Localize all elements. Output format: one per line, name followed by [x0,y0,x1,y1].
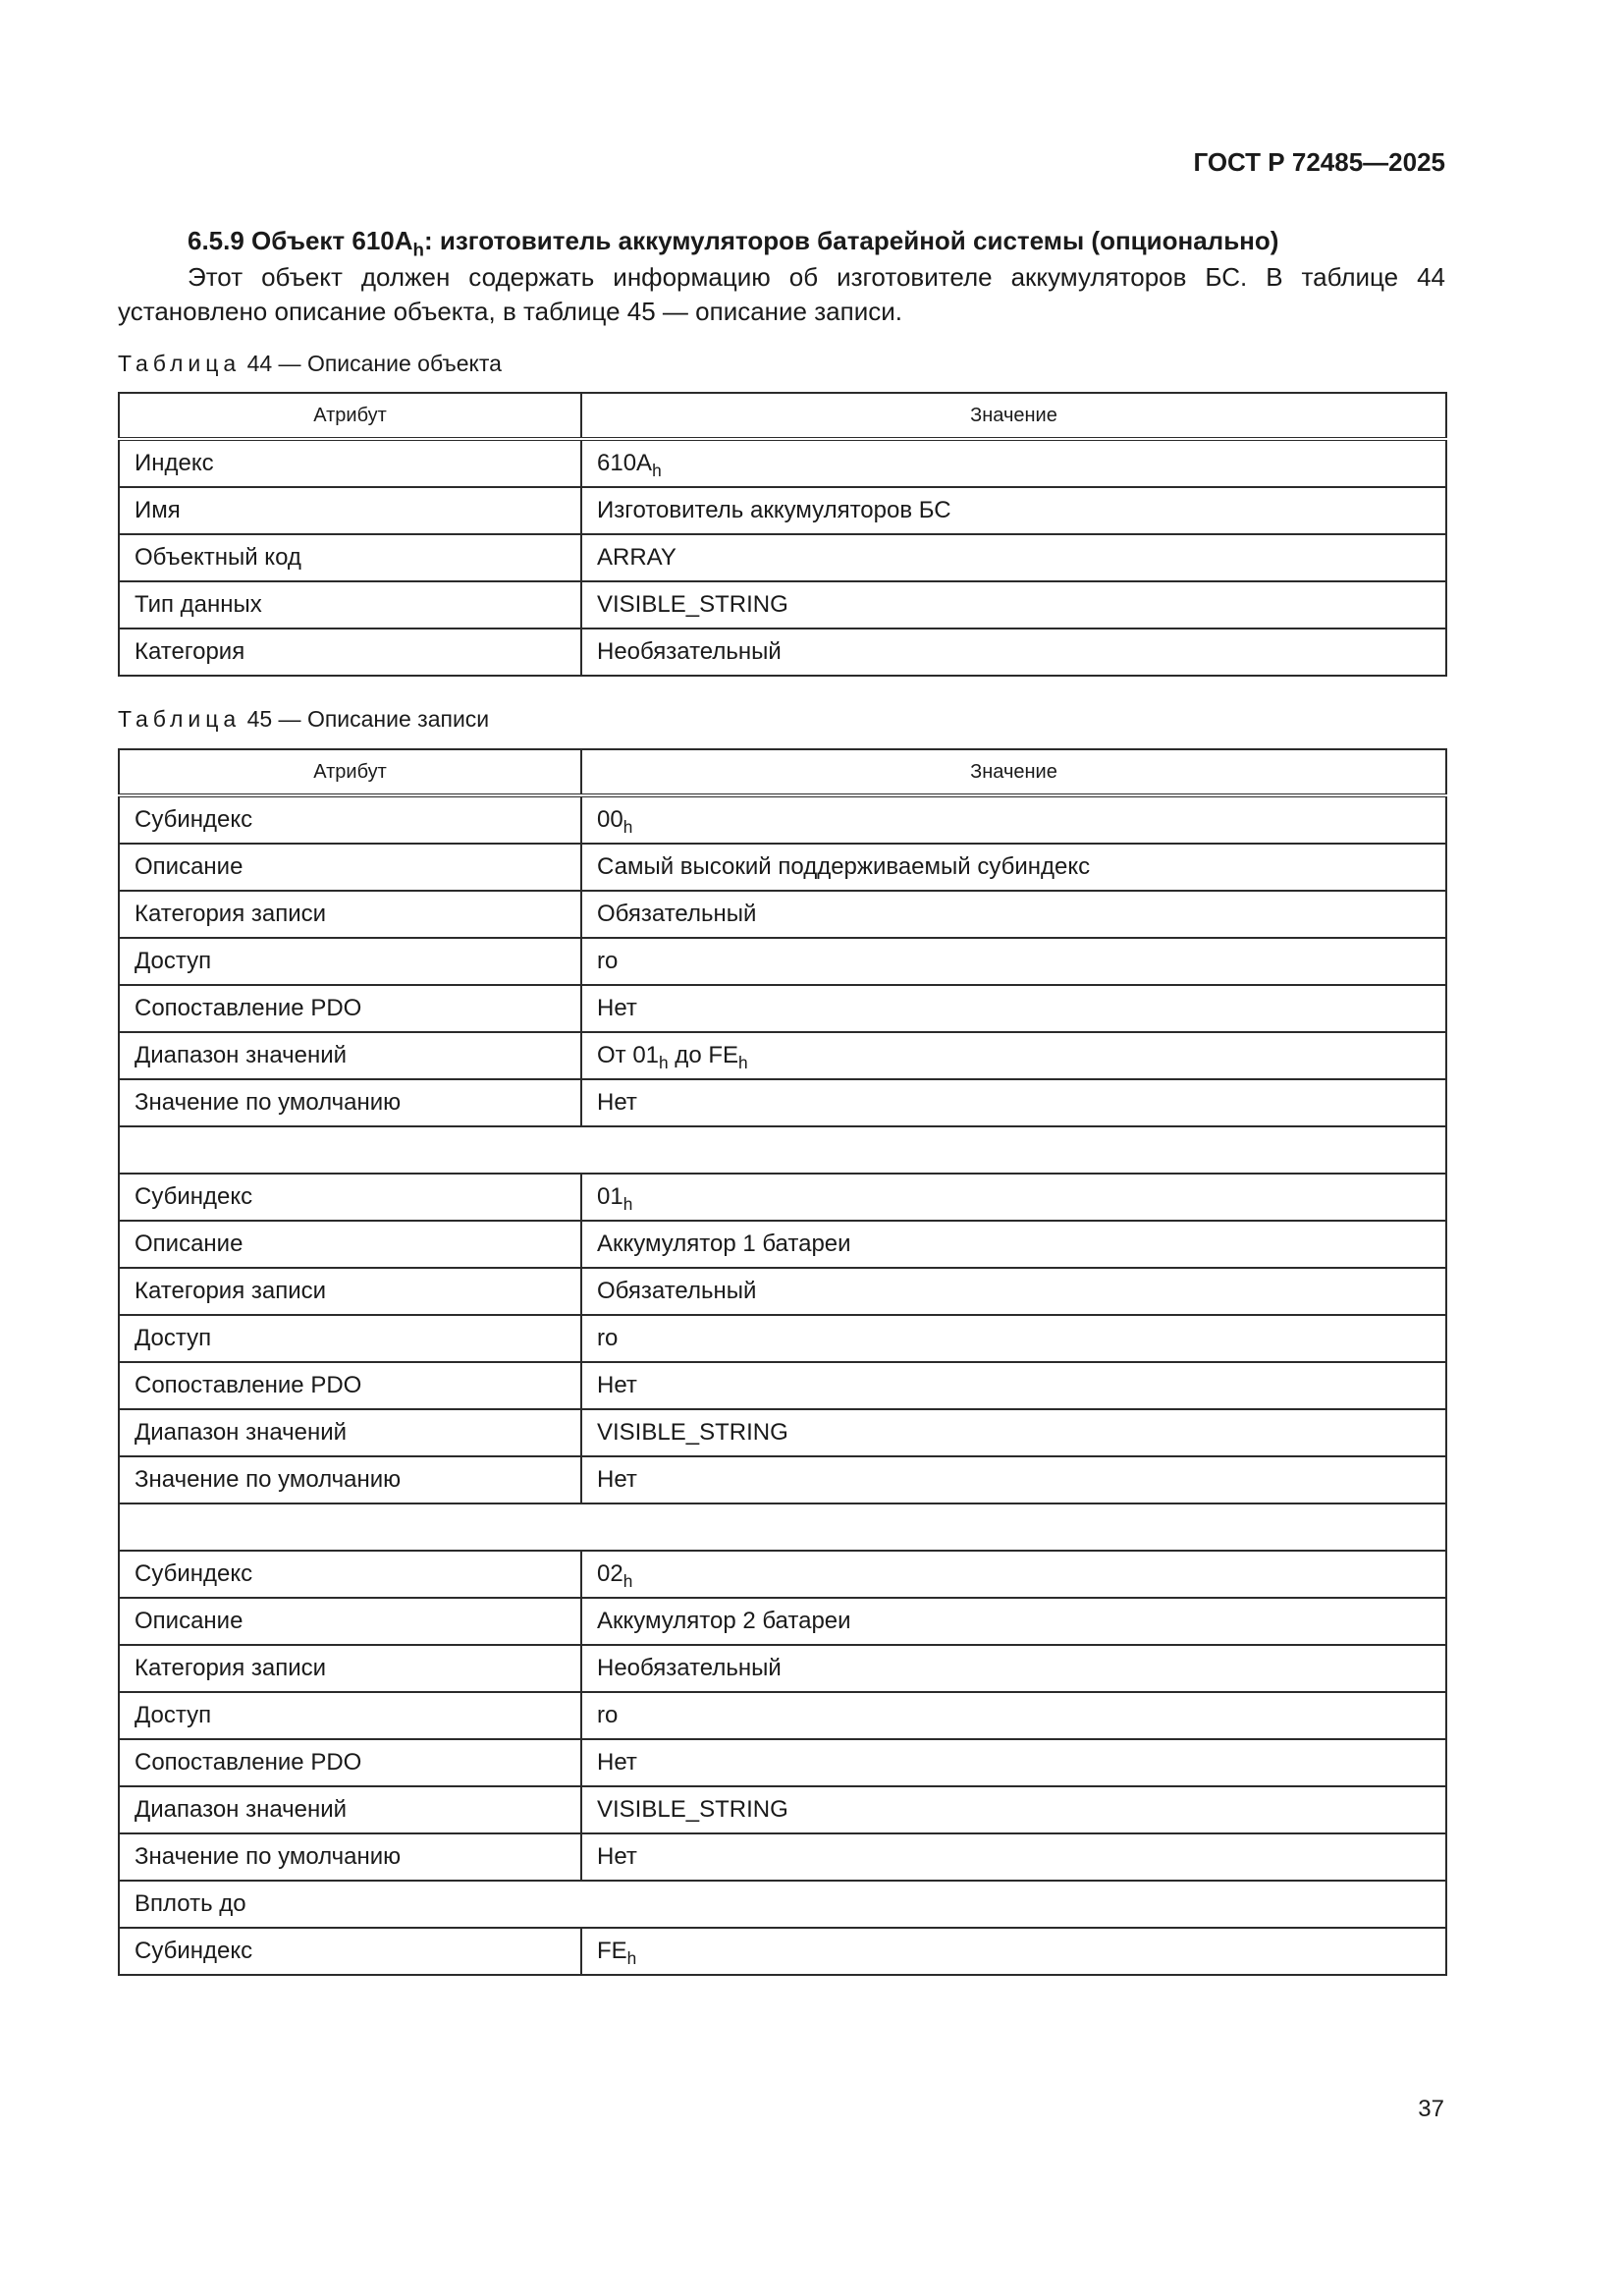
table-row [119,1079,1446,1126]
value-text: 01 [597,1183,623,1210]
attribute-cell: Значение по умолчанию [119,1833,581,1881]
value-text: FE [597,1938,627,1964]
heading-suffix: : изготовитель аккумуляторов батарейной системы (опционально) [423,226,1279,255]
value-cell [581,1551,1446,1598]
attribute-cell: Объектный код [119,534,581,581]
caption-word: Таблица [118,706,242,732]
table-row [119,1645,1446,1692]
table-row [119,1362,1446,1409]
table-row [119,1503,1446,1551]
value-text: Необязательный [597,1655,782,1681]
empty-row-cell [119,1126,1446,1174]
value-cell [581,1833,1446,1881]
table-row [119,629,1446,676]
standard-code: ГОСТ Р 72485—2025 [1193,147,1445,177]
value-cell [581,1786,1446,1833]
value-text: Нет [597,995,637,1021]
table-row [119,891,1446,938]
table-row [119,1315,1446,1362]
value-text: 00 [597,806,623,833]
table-row [119,1174,1446,1221]
table-row [119,1551,1446,1598]
value-cell [581,581,1446,629]
column-header-value: Значение [581,749,1446,795]
paragraph-line-1: Этот объект должен содержать информацию об изготовителе аккумуляторов БС. В таблице 44 [188,262,1445,292]
table-row [119,487,1446,534]
value-text: ro [597,948,619,974]
caption-rest: 44 — Описание объекта [241,351,502,376]
value-cell [581,1598,1446,1645]
value-text: Нет [597,1372,637,1398]
attribute-cell: Субиндекс [119,1174,581,1221]
value-text: Обязательный [597,901,757,927]
caption-word: Таблица [118,351,242,376]
column-header-value: Значение [581,393,1446,439]
value-text: Изготовитель аккумуляторов БС [597,497,951,523]
value-cell [581,1268,1446,1315]
value-text: ARRAY [597,544,676,571]
value-cell [581,1032,1446,1079]
value-cell [581,844,1446,891]
spanning-cell: Вплоть до [119,1881,1446,1928]
attribute-cell: Значение по умолчанию [119,1456,581,1503]
value-text: до FE [668,1042,738,1068]
table-row [119,1221,1446,1268]
value-cell [581,1362,1446,1409]
value-cell [581,1079,1446,1126]
column-header-attribute: Атрибут [119,393,581,439]
value-text: 610A [597,450,653,476]
attribute-cell: Тип данных [119,581,581,629]
value-text: Нет [597,1843,637,1870]
attribute-cell: Доступ [119,1692,581,1739]
value-cell [581,1739,1446,1786]
value-cell [581,1174,1446,1221]
attribute-cell: Категория записи [119,1268,581,1315]
value-subscript: h [738,1053,748,1073]
caption-rest: 45 — Описание записи [241,706,490,732]
value-text: Нет [597,1749,637,1776]
table-row [119,1928,1446,1975]
value-cell [581,1315,1446,1362]
table-row [119,439,1446,487]
table-header-row [119,393,1446,439]
attribute-cell: Описание [119,844,581,891]
section-heading [188,226,1444,260]
table-row [119,844,1446,891]
attribute-cell: Доступ [119,1315,581,1362]
value-cell [581,1409,1446,1456]
table-row [119,534,1446,581]
attribute-cell: Диапазон значений [119,1032,581,1079]
table-row [119,1268,1446,1315]
value-cell [581,1221,1446,1268]
table-row [119,938,1446,985]
paragraph-line-2: установлено описание объекта, в таблице 45 — описание записи. [118,297,902,326]
value-text: Аккумулятор 1 батареи [597,1230,851,1257]
value-cell [581,1645,1446,1692]
value-cell [581,795,1446,844]
attribute-cell: Сопоставление PDO [119,985,581,1032]
attribute-cell: Имя [119,487,581,534]
value-text: Аккумулятор 2 батареи [597,1608,851,1634]
value-text: Обязательный [597,1278,757,1304]
value-text: Необязательный [597,638,782,665]
value-cell [581,985,1446,1032]
attribute-cell: Доступ [119,938,581,985]
table-45-body [119,795,1446,1975]
value-cell [581,1456,1446,1503]
value-text: 02 [597,1560,623,1587]
table-row [119,795,1446,844]
table-45-caption [118,706,489,733]
table-row [119,581,1446,629]
table-row [119,1786,1446,1833]
table-44-caption [118,351,502,377]
value-text: Самый высокий поддерживаемый субиндекс [597,853,1091,880]
section-paragraph [118,260,1445,329]
table-44 [118,392,1447,677]
value-subscript: h [626,1948,637,1969]
attribute-cell: Диапазон значений [119,1786,581,1833]
heading-prefix: 6.5.9 Объект 610A [188,226,413,255]
attribute-cell: Описание [119,1598,581,1645]
value-text: ro [597,1325,619,1351]
column-header-attribute: Атрибут [119,749,581,795]
table-row [119,1409,1446,1456]
attribute-cell: Категория записи [119,1645,581,1692]
table-row [119,1598,1446,1645]
heading-subscript: h [412,239,424,260]
value-cell [581,891,1446,938]
value-cell [581,439,1446,487]
table-row [119,1833,1446,1881]
value-subscript: h [652,461,662,481]
value-cell [581,629,1446,676]
table-row [119,1456,1446,1503]
page-number: 37 [1418,2096,1444,2122]
attribute-cell: Описание [119,1221,581,1268]
value-subscript: h [622,1571,633,1592]
attribute-cell: Субиндекс [119,1928,581,1975]
value-text: ro [597,1702,619,1728]
value-text: Нет [597,1466,637,1493]
value-subscript: h [659,1053,669,1073]
table-44-body [119,439,1446,676]
value-cell [581,1928,1446,1975]
value-text: Нет [597,1089,637,1116]
attribute-cell: Категория [119,629,581,676]
attribute-cell: Сопоставление PDO [119,1362,581,1409]
table-row [119,1739,1446,1786]
value-cell [581,1692,1446,1739]
table-row [119,1881,1446,1928]
table-header-row [119,749,1446,795]
attribute-cell: Значение по умолчанию [119,1079,581,1126]
value-subscript: h [622,1194,633,1215]
attribute-cell: Сопоставление PDO [119,1739,581,1786]
value-cell [581,534,1446,581]
value-subscript: h [622,817,633,838]
value-text: VISIBLE_STRING [597,1419,788,1446]
attribute-cell: Субиндекс [119,795,581,844]
value-cell [581,487,1446,534]
value-cell [581,938,1446,985]
attribute-cell: Индекс [119,439,581,487]
table-row [119,985,1446,1032]
attribute-cell: Категория записи [119,891,581,938]
value-text: VISIBLE_STRING [597,591,788,618]
table-row [119,1692,1446,1739]
attribute-cell: Субиндекс [119,1551,581,1598]
attribute-cell: Диапазон значений [119,1409,581,1456]
table-row [119,1126,1446,1174]
value-text: VISIBLE_STRING [597,1796,788,1823]
table-row [119,1032,1446,1079]
value-text: От 01 [597,1042,660,1068]
table-45 [118,748,1447,1976]
empty-row-cell [119,1503,1446,1551]
